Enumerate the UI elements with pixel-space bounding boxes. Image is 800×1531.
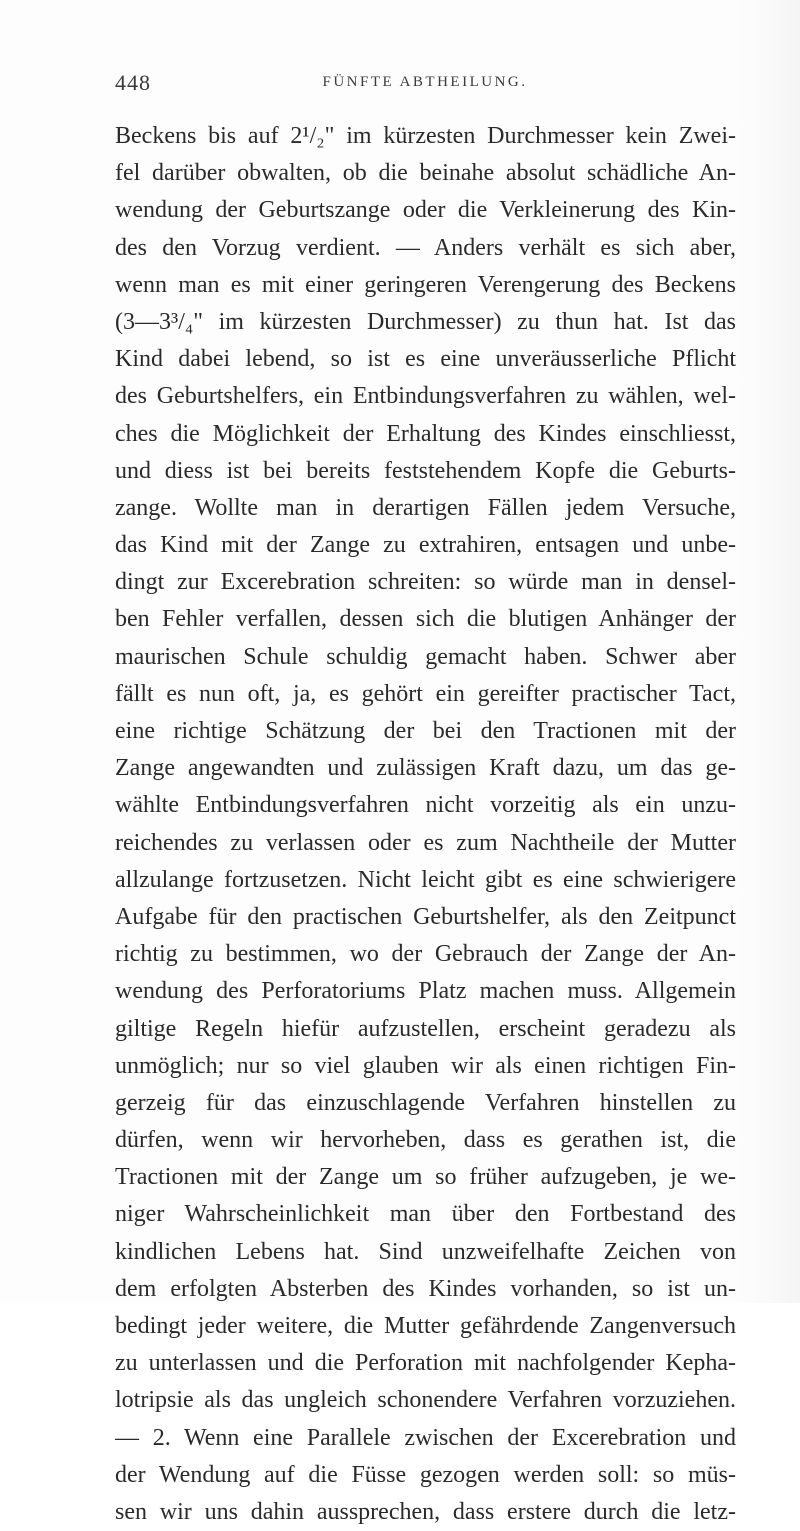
text-line: des den Vorzug verdient. — Anders verhält es sich aber, bbox=[115, 234, 736, 261]
text-line: Tractionen mit der Zange um so früher aufzugeben, je we- bbox=[115, 1164, 736, 1191]
text-line: Kind dabei lebend, so ist es eine unveräusserliche Pflicht bbox=[115, 346, 736, 373]
text-line: ben Fehler verfallen, dessen sich die blutigen Anhänger der bbox=[115, 606, 736, 633]
text-line: des Geburtshelfers, ein Entbindungsverfahren zu wählen, wel- bbox=[115, 383, 736, 410]
text-line: allzulange fortzusetzen. Nicht leicht gibt es eine schwierigere bbox=[115, 866, 736, 893]
page-number: 448 bbox=[115, 70, 151, 95]
text-line: und diess ist bei bereits feststehendem Kopfe die Geburts- bbox=[115, 457, 736, 484]
page-header bbox=[115, 70, 735, 96]
text-line: kindlichen Lebens hat. Sind unzweifelhafte Zeichen von bbox=[115, 1238, 736, 1265]
text-line: dem erfolgten Absterben des Kindes vorhanden, so ist un- bbox=[115, 1275, 736, 1302]
text-line: wenn man es mit einer geringeren Verengerung des Beckens bbox=[115, 271, 736, 298]
text-line: eine richtige Schätzung der bei den Tractionen mit der bbox=[115, 718, 736, 744]
text-line: wählte Entbindungsverfahren nicht vorzeitig als ein unzu- bbox=[115, 792, 736, 819]
text-line: unmöglich; nur so viel glauben wir als einen richtigen Fin- bbox=[115, 1052, 736, 1079]
text-line: der Wendung auf die Füsse gezogen werden soll: so müs- bbox=[115, 1461, 736, 1488]
text-line: sen wir uns dahin aussprechen, dass erstere durch die letz- bbox=[115, 1498, 736, 1525]
text-line: niger Wahrscheinlichkeit man über den Fortbestand des bbox=[115, 1201, 736, 1228]
text-line: zu unterlassen und die Perforation mit nachfolgender Kepha- bbox=[115, 1350, 736, 1377]
text-line: dingt zur Excerebration schreiten: so würde man in densel- bbox=[115, 569, 736, 596]
text-line: wendung der Geburtszange oder die Verkleinerung des Kin- bbox=[115, 197, 736, 224]
text-line: (3—3³/₄" im kürzesten Durchmesser) zu thun hat. Ist das bbox=[115, 308, 736, 335]
text-line: Aufgabe für den practischen Geburtshelfer, als den Zeitpunct bbox=[115, 903, 736, 930]
text-line: lotripsie als das ungleich schonendere Verfahren vorzuziehen. bbox=[115, 1387, 736, 1414]
text-line: fällt es nun oft, ja, es gehört ein gereifter practischer Tact, bbox=[115, 680, 736, 707]
text-line: Zange angewandten und zulässigen Kraft dazu, um das ge- bbox=[115, 755, 736, 782]
text-line: zange. Wollte man in derartigen Fällen jedem Versuche, bbox=[115, 494, 736, 521]
text-line: ches die Möglichkeit der Erhaltung des Kindes einschliesst, bbox=[115, 420, 736, 447]
body-text bbox=[115, 118, 736, 1531]
text-line: wendung des Perforatoriums Platz machen muss. Allgemein bbox=[115, 978, 736, 1005]
text-line: Beckens bis auf 2¹/₂" im kürzesten Durchmesser kein Zwei- bbox=[115, 123, 736, 149]
text-line: maurischen Schule schuldig gemacht haben. Schwer aber bbox=[115, 643, 736, 670]
text-line: das Kind mit der Zange zu extrahiren, entsagen und unbe- bbox=[115, 532, 736, 559]
text-line: fel darüber obwalten, ob die beinahe absolut schädliche An- bbox=[115, 160, 736, 187]
text-line: dürfen, wenn wir hervorheben, dass es gerathen ist, die bbox=[115, 1127, 736, 1154]
text-line: — 2. Wenn eine Parallele zwischen der Excerebration und bbox=[115, 1424, 736, 1451]
running-head: FÜNFTE ABTHEILUNG. bbox=[322, 74, 528, 90]
text-line: bedingt jeder weitere, die Mutter gefährdende Zangenversuch bbox=[115, 1313, 736, 1339]
text-line: gerzeig für das einzuschlagende Verfahren hinstellen zu bbox=[115, 1089, 736, 1116]
text-line: reichendes zu verlassen oder es zum Nachtheile der Mutter bbox=[115, 829, 736, 856]
scan-shading bbox=[740, 0, 800, 1303]
text-line: richtig zu bestimmen, wo der Gebrauch der Zange der An- bbox=[115, 941, 736, 968]
text-line: giltige Regeln hiefür aufzustellen, erscheint geradezu als bbox=[115, 1015, 736, 1042]
